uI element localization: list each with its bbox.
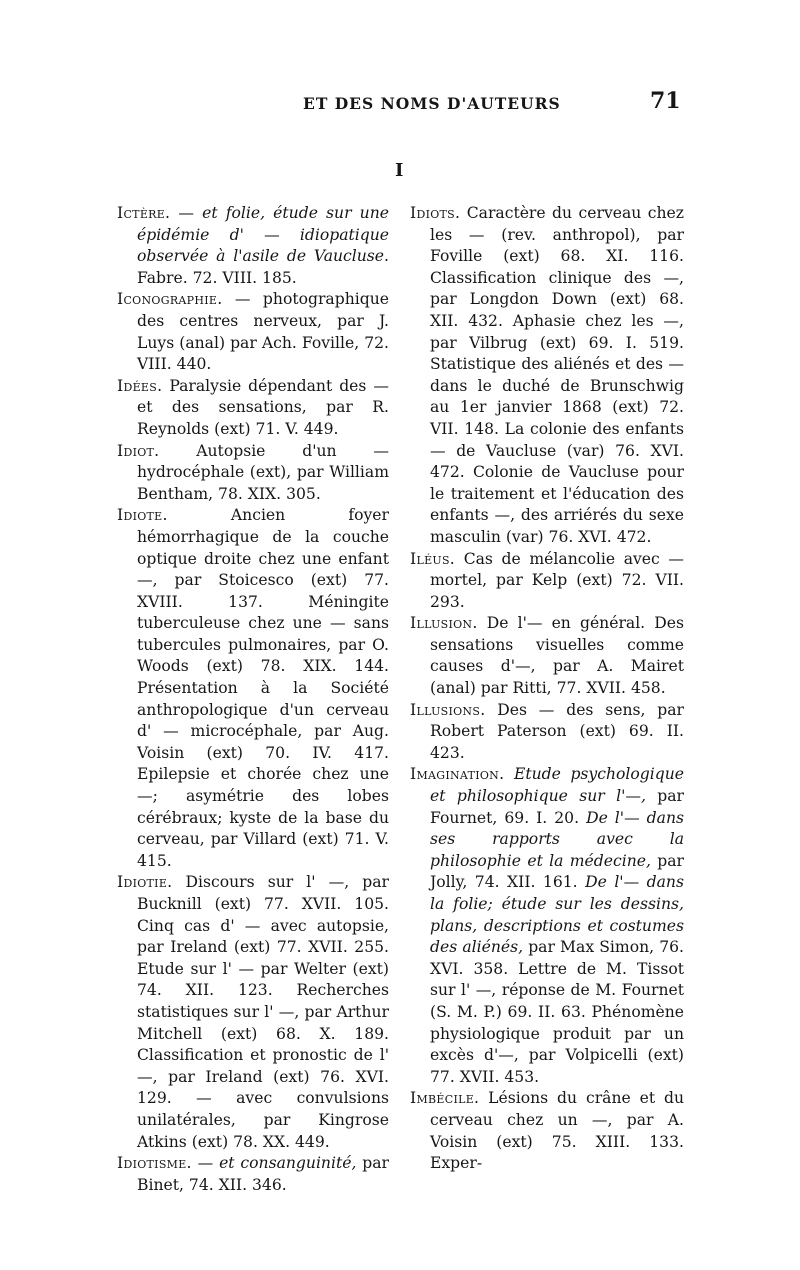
entry-headword: Iléus. (410, 549, 456, 568)
entry-text: par Jolly, 74. XII. 161. (430, 851, 684, 892)
entry-text: Ancien foyer hémorrhagique de la couche optique droite chez une enfant —, par Stoicesco (ext) 77. XVIII. 137. Méningite tuberculeuse chez une — sans tubercules pulmonaires, par O. Woods (ext) 78. XIX. 144. Présentation à la Société anthropologique d'un cerveau d' — microcéphale, par Aug. Voisin (ext) 70. IV. 417. Epilepsie et chorée chez une —; asymétrie des lobes cérébraux; kyste de la base du cerveau, par Villard (ext) 71. V. 415. (137, 506, 389, 870)
entry-text: par Binet, 74. XII. 346. (137, 1154, 389, 1194)
entry-text: — (191, 1154, 220, 1173)
entry-text: Caractère du cerveau chez les — (rev. anthropol), par Foville (ext) 68. XI. 116. Classification clinique des —, par Longdon Down (ext) 68. XII. 432. Aphasie chez les —, par Vilbrug (ext) 69. I. 519. Statistique des aliénés et des — dans le duché de Brunschwig au 1er janvier 1868 (ext) 72. VII. 148. La colonie des enfants — de Vaucluse (var) 76. XVI. 472. Colonie de Vaucluse pour le traitement et l'éducation des enfants —, des arriérés du sexe masculin (var) 76. XVI. 472. (430, 204, 684, 546)
entry-text: par Max Simon, 76. XVI. 358. Lettre de M. Tissot sur l' —, réponse de M. Fournet (S. M. P.) 69. II. 63. Phénomène physiologique produit par un excès d'—, par Volpicelli (ext) 77. XVII. 453. (430, 938, 685, 1086)
entry-headword: Imbécile. (410, 1089, 480, 1108)
entry-title-italic: De l'— dans la folie; étude sur les dessins, plans, descriptions et costumes des aliénés, (430, 873, 684, 957)
entry-text: Cas de mélancolie avec — mortel, par Kelp (ext) 72. VII. 293. (430, 549, 684, 611)
entry-text: Autopsie d'un — hydrocéphale (ext), par William Bentham, 78. XIX. 305. (137, 441, 389, 503)
index-entry (410, 613, 684, 699)
index-entry (410, 203, 684, 549)
entry-headword: Idiotie. (117, 873, 173, 892)
entry-text: Fabre. 72. VIII. 185. (137, 268, 297, 287)
index-entry (117, 203, 389, 289)
entry-text: Lésions du crâne et du cerveau chez un —, par A. Voisin (ext) 75. XIII. 133. Exper- (430, 1089, 684, 1173)
entry-headword: Idées. (117, 376, 163, 395)
entry-title-italic: Etude psychologique et philosophique sur l'—, (430, 765, 684, 806)
entry-headword: Imagination. (410, 765, 505, 784)
entry-headword: Idiotisme. (117, 1154, 192, 1173)
entry-title-italic: De l'— dans ses rapports avec la philosophie et la médecine, (430, 808, 685, 870)
entry-headword: Idiots. (410, 204, 461, 222)
entry-title-italic: et consanguinité, (219, 1154, 357, 1173)
index-entry (410, 764, 684, 1088)
entry-headword: Illusion. (410, 614, 478, 633)
entry-headword: Idiote. (117, 506, 168, 525)
entry-headword: Ictère. (117, 204, 171, 222)
index-entry (117, 1153, 389, 1196)
left-column (117, 203, 389, 1196)
entry-text: De l'— en général. Des sensations visuelles comme causes d'—, par A. Mairet (anal) par Ritti, 77. XVII. 458. (430, 614, 684, 698)
page-header (0, 88, 800, 122)
entry-headword: Idiot. (117, 441, 160, 460)
index-entry (117, 505, 389, 872)
entry-text: Des — des sens, par Robert Paterson (ext) 69. II. 423. (430, 700, 684, 762)
entry-text: Paralysie dépendant des — et des sensations, par R. Reynolds (ext) 71. V. 449. (137, 376, 389, 438)
index-entry (117, 441, 389, 506)
entry-headword: Illusions. (410, 700, 486, 719)
section-letter: I (395, 160, 404, 181)
entry-text: — photographique des centres nerveux, par J. Luys (anal) par Ach. Foville, 72. VIII. 440. (137, 290, 389, 374)
right-column (410, 203, 684, 1175)
entry-title-italic: et folie, étude sur une épidémie d' — idiopatique observée à l'asile de Vaucluse. (137, 204, 389, 266)
index-entry (117, 376, 389, 441)
entry-text: Discours sur l' —, par Bucknill (ext) 77. XVII. 105. Cinq cas d' — avec autopsie, par Ireland (ext) 77. XVII. 255. Etude sur l' — par Welter (ext) 74. XII. 123. Recherches statistiques sur l' —, par Arthur Mitchell (ext) 68. X. 189. Classification et pronostic de l' —, par Ireland (ext) 76. XVI. 129. — avec convulsions unilatérales, par Kingrose Atkins (ext) 78. XX. 449. (137, 873, 389, 1151)
index-entry (410, 549, 684, 614)
entry-headword: Iconographie. (117, 290, 223, 309)
index-entry (410, 700, 684, 765)
index-entry (117, 872, 389, 1153)
entry-text: par Fournet, 69. I. 20. (430, 787, 684, 827)
running-head: ET DES NOMS D'AUTEURS (303, 94, 561, 113)
page-number: 71 (650, 88, 681, 114)
entry-text: — (170, 204, 203, 222)
index-entry (410, 1088, 684, 1174)
index-entry (117, 289, 389, 375)
